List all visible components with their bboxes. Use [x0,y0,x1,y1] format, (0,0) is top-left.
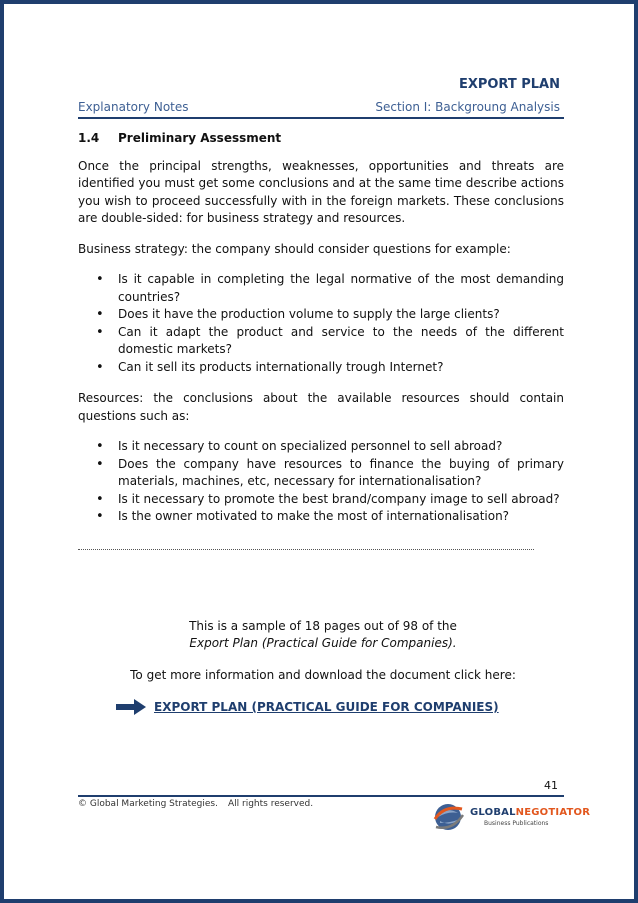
sample-line-2: Export Plan (Practical Guide for Companies). [189,636,457,650]
globalnegotiator-logo [432,801,591,833]
copyright-text: © Global Marketing Strategies. [78,799,218,809]
list-item: • Does the company have resources to finance the buying of primary materials, machines, etc, necessary for internationalisation? [118,456,564,491]
header-right-label: Section I: Backgroung Analysis [375,100,560,114]
list-item: • Can it sell its products internationally trough Internet? [118,359,564,377]
strategy-list [78,271,564,376]
list-item: • Does it have the production volume to supply the large clients? [118,306,564,324]
download-link[interactable]: EXPORT PLAN (PRACTICAL GUIDE FOR COMPANIES) [154,700,499,714]
resources-intro: Resources: the conclusions about the available resources should contain questions such as: [78,391,564,423]
section-heading [78,130,564,148]
resources-list [78,438,564,526]
document-title: EXPORT PLAN [458,77,560,92]
header-left-label: Explanatory Notes [78,100,189,114]
arrow-right-icon [116,699,146,715]
sample-line-1: This is a sample of 18 pages out of 98 of the [189,619,457,633]
intro-paragraph: Once the principal strengths, weaknesses, opportunities and threats are identified you must get some conclusions and at the same time describe actions you wish to proceed successfully with in the foreign markets. These conclusions are double-sided: for business strategy and resources. [78,158,564,225]
sample-notice [4,618,638,652]
list-item: • Is it necessary to promote the best brand/company image to sell abroad? [118,491,564,509]
list-item: • Can it adapt the product and service to the needs of the different domestic markets? [118,324,564,359]
footer-divider [78,795,564,797]
logo-wordmark [470,807,590,818]
rights-text: All rights reserved. [227,799,314,809]
page-number: 41 [544,779,558,792]
globe-icon [432,801,466,833]
header-divider [78,117,564,119]
section-title: Preliminary Assessment [118,131,282,145]
footer-copyright [78,799,313,809]
section-number: 1.4 [78,131,100,145]
logo-main: GLOBAL [470,807,516,818]
logo-accent: NEGOTIATOR [515,807,591,818]
main-content [78,130,564,540]
list-item: • Is the owner motivated to make the most of internationalisation? [118,508,564,526]
dotted-separator [78,549,534,550]
list-item: • Is it capable in completing the legal normative of the most demanding countries? [118,271,564,306]
logo-subtitle: Business Publications [484,820,549,827]
strategy-intro: Business strategy: the company should consider questions for example: [78,241,511,256]
list-item: • Is it necessary to count on specialized personnel to sell abroad? [118,438,564,456]
more-info-text: To get more information and download the document click here: [130,668,516,682]
